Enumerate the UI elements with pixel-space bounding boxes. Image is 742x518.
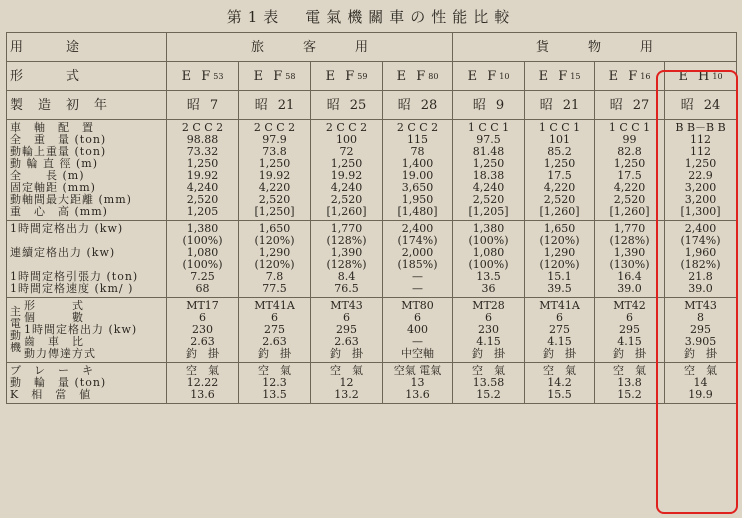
- spec-value: 空 氣: [258, 364, 291, 377]
- spec-value: 295: [336, 323, 357, 336]
- spec-label: 1時間定格引張力 (ton): [10, 270, 139, 283]
- spec-value: 99: [622, 133, 637, 146]
- spec-labels: [7, 120, 167, 221]
- spec-values: [525, 120, 595, 221]
- spec-value: 400: [407, 323, 428, 336]
- spec-value: [1,260]: [539, 205, 580, 218]
- model-prefix: E F: [538, 68, 571, 84]
- spec-value: 39.0: [688, 282, 713, 295]
- year-era: 昭: [539, 97, 553, 113]
- motor-side-label: 主: [10, 305, 22, 318]
- spec-value: 275: [549, 323, 571, 336]
- spec-value: —: [412, 270, 423, 283]
- spec-block-row: [7, 120, 737, 221]
- spec-value: 12.22: [186, 376, 219, 389]
- spec-value: 空 氣: [330, 364, 363, 377]
- spec-value: 3,200: [684, 181, 717, 194]
- spec-value: 空 氣: [543, 364, 577, 377]
- model-number: 10: [499, 71, 510, 81]
- spec-values: [383, 120, 453, 221]
- spec-label: 車 軸 配 置: [10, 121, 94, 134]
- spec-value: 1,960: [684, 246, 717, 259]
- spec-value: 2.63: [334, 335, 359, 348]
- spec-value: 空氣 電氣: [393, 364, 442, 377]
- spec-value: 2,520: [543, 193, 576, 206]
- spec-values: [239, 120, 311, 221]
- spec-value: 釣 掛: [613, 347, 647, 360]
- spec-label: 動軸間最大距離 (mm): [10, 193, 132, 206]
- spec-label: 固定軸距 (mm): [10, 181, 96, 194]
- spec-value: 2,520: [472, 193, 505, 206]
- year-cell: [311, 91, 383, 120]
- spec-value: 1,770: [613, 222, 646, 235]
- year-number: 24: [703, 97, 721, 113]
- spec-value: 2.63: [262, 335, 287, 348]
- spec-value: 4.15: [547, 335, 572, 348]
- spec-values: [167, 120, 239, 221]
- spec-values: [453, 120, 525, 221]
- spec-value: 4,240: [472, 181, 505, 194]
- spec-value: (130%): [609, 258, 650, 271]
- model-prefix: E H: [678, 68, 713, 84]
- spec-value: MT41A: [254, 299, 295, 312]
- year-era: 昭: [680, 97, 694, 113]
- spec-value: (120%): [254, 258, 295, 271]
- spec-value: [1,205]: [468, 205, 509, 218]
- year-number: 9: [495, 97, 505, 113]
- spec-value: 1,390: [330, 246, 363, 259]
- spec-value: 13.2: [334, 388, 359, 401]
- spec-value: 22.9: [688, 169, 713, 182]
- spec-value: 6: [414, 311, 421, 324]
- spec-values: [595, 221, 665, 298]
- spec-value: B B－B B: [675, 121, 726, 134]
- spec-value: 13.6: [190, 388, 215, 401]
- spec-label: ブ レ ー キ: [10, 364, 94, 377]
- year-number: 7: [209, 97, 219, 113]
- spec-values: [453, 298, 525, 363]
- spec-values: [525, 221, 595, 298]
- spec-value: 6: [626, 311, 634, 324]
- model-cell: [167, 62, 239, 91]
- spec-value: [1,480]: [397, 205, 438, 218]
- spec-value: 釣 掛: [472, 347, 506, 360]
- spec-value: 14: [693, 376, 708, 389]
- spec-block-row: [7, 298, 737, 363]
- year-era: 昭: [609, 97, 623, 113]
- spec-labels: [7, 363, 167, 404]
- spec-value: 13.5: [262, 388, 287, 401]
- spec-value: 100: [336, 133, 357, 146]
- spec-value: 釣 掛: [330, 347, 363, 360]
- spec-value: 釣 掛: [258, 347, 291, 360]
- spec-value: 39.0: [617, 282, 642, 295]
- model-number: 16: [640, 71, 651, 81]
- year-era: 昭: [254, 97, 268, 113]
- spec-value: 1 C C 1: [538, 121, 581, 134]
- spec-value: 1,290: [258, 246, 291, 259]
- spec-label: 形 式: [24, 299, 84, 312]
- model-prefix: E F: [253, 68, 286, 84]
- spec-value: 72: [339, 145, 354, 158]
- type-label: 形 式: [7, 62, 167, 91]
- year-cell: [167, 91, 239, 120]
- spec-value: 1,250: [330, 157, 363, 170]
- model-prefix: E F: [181, 68, 214, 84]
- model-prefix: E F: [608, 68, 641, 84]
- spec-value: 6: [485, 311, 493, 324]
- spec-value: MT41A: [539, 299, 580, 312]
- spec-label: 全 重 量 (ton): [10, 133, 107, 146]
- spec-value: 98.88: [186, 133, 219, 146]
- spec-values: [311, 221, 383, 298]
- spec-label: 個 數: [24, 311, 84, 324]
- spec-label: 連續定格出力 (kw): [10, 246, 116, 259]
- spec-label: 齒 車 比: [24, 335, 84, 348]
- spec-value: 19.92: [186, 169, 219, 182]
- spec-value: 2,520: [613, 193, 646, 206]
- spec-value: (100%): [182, 258, 223, 271]
- spec-value: 1,205: [186, 205, 219, 218]
- spec-value: 空 氣: [613, 364, 647, 377]
- spec-values: [595, 363, 665, 404]
- spec-value: MT17: [186, 299, 219, 312]
- spec-value: (120%): [539, 234, 580, 247]
- spec-block-row: [7, 221, 737, 298]
- spec-value: 1,080: [472, 246, 505, 259]
- spec-value: 275: [264, 323, 285, 336]
- year-era: 昭: [472, 97, 486, 113]
- spec-value: 2,520: [330, 193, 363, 206]
- year-era: 昭: [326, 97, 340, 113]
- year-number: 21: [277, 97, 295, 113]
- spec-values: [239, 298, 311, 363]
- highlight-box-eh10: [656, 70, 738, 514]
- spec-value: 97.9: [262, 133, 287, 146]
- spec-label: 1時間定格速度 (km/ ): [10, 282, 134, 295]
- spec-value: 2,520: [258, 193, 291, 206]
- spec-value: 1,380: [472, 222, 505, 235]
- spec-values: [167, 221, 239, 298]
- spec-values: [239, 221, 311, 298]
- spec-value: 8.4: [337, 270, 356, 283]
- model-prefix: E F: [396, 68, 429, 84]
- spec-value: MT80: [401, 299, 434, 312]
- spec-value: [1,300]: [680, 205, 721, 218]
- spec-values: [453, 221, 525, 298]
- motor-side-label: 動: [10, 329, 22, 342]
- spec-values: [311, 120, 383, 221]
- spec-value: 13.5: [476, 270, 501, 283]
- spec-value: [1,250]: [254, 205, 295, 218]
- spec-value: [1,260]: [609, 205, 650, 218]
- spec-value: (174%): [397, 234, 438, 247]
- spec-values: [167, 298, 239, 363]
- spec-value: 85.2: [547, 145, 572, 158]
- spec-value: 73.8: [262, 145, 287, 158]
- spec-values: [595, 120, 665, 221]
- spec-value: 空 氣: [186, 364, 219, 377]
- model-number: 53: [213, 71, 224, 81]
- spec-value: (120%): [254, 234, 295, 247]
- spec-value: MT42: [613, 299, 646, 312]
- spec-value: 295: [690, 323, 712, 336]
- spec-value: 18.38: [472, 169, 505, 182]
- spec-value: 1,390: [613, 246, 646, 259]
- spec-value: 2 C C 2: [396, 121, 439, 134]
- spec-value: 15.5: [547, 388, 572, 401]
- table-title: 第1表 電氣機關車の性能比較: [226, 8, 516, 26]
- spec-value: 97.5: [476, 133, 501, 146]
- usage-row: [7, 33, 737, 62]
- spec-value: 19.92: [330, 169, 363, 182]
- spec-value: 釣 掛: [543, 347, 577, 360]
- model-number: 80: [428, 71, 439, 81]
- spec-values: [167, 363, 239, 404]
- spec-label: 1時間定格出力 (kw): [10, 222, 124, 235]
- spec-value: (174%): [680, 234, 721, 247]
- spec-value: 釣 掛: [186, 347, 219, 360]
- spec-value: 15.1: [547, 270, 572, 283]
- spec-value: 82.8: [617, 145, 642, 158]
- spec-value: 39.5: [547, 282, 572, 295]
- spec-value: 6: [199, 311, 206, 324]
- spec-values: [525, 363, 595, 404]
- model-row: [7, 62, 737, 91]
- spec-value: 空 氣: [472, 364, 506, 377]
- spec-value: MT28: [472, 299, 505, 312]
- spec-value: —: [412, 335, 423, 348]
- spec-value: 7.8: [265, 270, 284, 283]
- spec-values: [239, 363, 311, 404]
- spec-value: 81.48: [472, 145, 505, 158]
- spec-value: (100%): [182, 234, 223, 247]
- spec-value: 4,240: [330, 181, 363, 194]
- spec-value: 101: [549, 133, 571, 146]
- spec-label: 1時間定格出力 (kw): [24, 323, 138, 336]
- spec-value: MT43: [330, 299, 363, 312]
- year-number: 27: [632, 97, 650, 113]
- model-prefix: E F: [325, 68, 358, 84]
- spec-value: 8: [697, 311, 705, 324]
- spec-values: [595, 298, 665, 363]
- spec-value: 15.2: [476, 388, 501, 401]
- spec-value: 3,650: [401, 181, 434, 194]
- spec-value: 15.2: [617, 388, 642, 401]
- spec-value: 2 C C 2: [253, 121, 296, 134]
- spec-value: 1,250: [258, 157, 291, 170]
- spec-value: 295: [619, 323, 641, 336]
- performance-table: [6, 32, 737, 404]
- spec-value: 1,290: [543, 246, 576, 259]
- spec-value: [1,260]: [326, 205, 367, 218]
- spec-value: 17.5: [617, 169, 642, 182]
- model-prefix: E F: [467, 68, 500, 84]
- spec-value: 4.15: [476, 335, 501, 348]
- spec-value: 1,650: [258, 222, 291, 235]
- spec-values: [383, 298, 453, 363]
- spec-value: 230: [478, 323, 500, 336]
- spec-value: 115: [407, 133, 428, 146]
- model-cell: [239, 62, 311, 91]
- spec-value: 19.00: [401, 169, 434, 182]
- spec-value: 1 C C 1: [467, 121, 510, 134]
- spec-value: 12: [339, 376, 354, 389]
- spec-labels: [7, 298, 167, 363]
- spec-value: 112: [690, 133, 712, 146]
- spec-value: (128%): [326, 258, 367, 271]
- spec-value: 13.8: [617, 376, 642, 389]
- spec-value: 2 C C 2: [325, 121, 368, 134]
- spec-values: [311, 298, 383, 363]
- year-number: 21: [562, 97, 580, 113]
- spec-label: 動力傳達方式: [24, 347, 96, 360]
- year-cell: [383, 91, 453, 120]
- spec-value: 16.4: [617, 270, 642, 283]
- spec-value: 19.9: [688, 388, 713, 401]
- spec-value: 1,400: [401, 157, 434, 170]
- spec-value: (100%): [468, 234, 509, 247]
- spec-value: (185%): [397, 258, 438, 271]
- spec-label: 重 心 高 (mm): [10, 205, 108, 218]
- spec-value: 1,770: [330, 222, 363, 235]
- spec-value: 4,220: [613, 181, 646, 194]
- spec-value: 36: [481, 282, 496, 295]
- model-cell: [595, 62, 665, 91]
- spec-value: 230: [192, 323, 213, 336]
- spec-value: 空 氣: [684, 364, 718, 377]
- spec-value: 73.32: [186, 145, 219, 158]
- spec-value: —: [412, 282, 423, 295]
- model-number: 59: [357, 71, 368, 81]
- spec-values: [383, 221, 453, 298]
- spec-value: 14.2: [547, 376, 572, 389]
- spec-values: [383, 363, 453, 404]
- spec-label: K 相 當 値: [10, 388, 92, 401]
- spec-value: (182%): [680, 258, 721, 271]
- spec-value: 4,220: [258, 181, 291, 194]
- usage-label: 用 途: [7, 33, 167, 62]
- spec-value: 4.15: [617, 335, 642, 348]
- spec-label: 動 輪 直 徑 (m): [10, 157, 98, 170]
- spec-label: 全 長 (m): [10, 169, 85, 182]
- year-number: 28: [420, 97, 438, 113]
- spec-value: 2,520: [186, 193, 219, 206]
- spec-value: 4,240: [186, 181, 219, 194]
- spec-value: 2,400: [684, 222, 717, 235]
- model-cell: [383, 62, 453, 91]
- year-era: 昭: [186, 97, 200, 113]
- spec-labels: [7, 221, 167, 298]
- year-cell: [595, 91, 665, 120]
- spec-label: 動 輪 量 (ton): [10, 376, 107, 389]
- spec-value: 2,400: [401, 222, 434, 235]
- spec-value: 76.5: [334, 282, 359, 295]
- spec-label: 動輪上重量 (ton): [10, 145, 107, 158]
- year-era: 昭: [397, 97, 411, 113]
- spec-value: 77.5: [262, 282, 287, 295]
- usage-freight: 貨 物 用: [453, 33, 737, 62]
- spec-value: 2 C C 2: [181, 121, 224, 134]
- spec-value: 1,380: [186, 222, 219, 235]
- year-number: 25: [349, 97, 367, 113]
- spec-value: 6: [556, 311, 564, 324]
- spec-value: 1,650: [543, 222, 576, 235]
- model-cell: [311, 62, 383, 91]
- motor-side-label: 機: [10, 341, 22, 354]
- spec-value: 21.8: [688, 270, 713, 283]
- spec-value: 17.5: [547, 169, 572, 182]
- model-cell: [453, 62, 525, 91]
- spec-value: 6: [271, 311, 278, 324]
- spec-value: 13.58: [472, 376, 505, 389]
- motor-side-label: 電: [10, 317, 22, 330]
- spec-value: (100%): [468, 258, 509, 271]
- spec-value: 1,950: [401, 193, 434, 206]
- spec-value: 13: [410, 376, 425, 389]
- spec-value: 1,250: [613, 157, 646, 170]
- year-cell: [525, 91, 595, 120]
- spec-value: 釣 掛: [684, 347, 718, 360]
- model-number: 10: [712, 71, 723, 81]
- model-cell: [525, 62, 595, 91]
- spec-value: (128%): [326, 234, 367, 247]
- spec-value: (128%): [609, 234, 650, 247]
- year-cell: [239, 91, 311, 120]
- spec-value: 19.92: [258, 169, 291, 182]
- model-number: 15: [570, 71, 581, 81]
- spec-value: 78: [410, 145, 425, 158]
- spec-value: 112: [690, 145, 712, 158]
- usage-passenger: 旅 客 用: [167, 33, 453, 62]
- year-label: 製 造 初 年: [7, 91, 167, 120]
- spec-values: [525, 298, 595, 363]
- spec-value: 1,250: [472, 157, 505, 170]
- spec-value: 2.63: [190, 335, 215, 348]
- year-cell: [453, 91, 525, 120]
- year-row: [7, 91, 737, 120]
- spec-values: [311, 363, 383, 404]
- spec-value: 1 C C 1: [608, 121, 651, 134]
- spec-value: 12.3: [262, 376, 287, 389]
- spec-value: (120%): [539, 258, 580, 271]
- spec-value: 1,250: [543, 157, 576, 170]
- spec-value: 3.905: [684, 335, 717, 348]
- spec-value: 6: [343, 311, 350, 324]
- spec-value: 3,200: [684, 193, 717, 206]
- spec-value: 1,250: [684, 157, 717, 170]
- spec-value: 1,080: [186, 246, 219, 259]
- spec-value: 2,000: [401, 246, 434, 259]
- spec-value: 68: [195, 282, 210, 295]
- model-number: 58: [285, 71, 296, 81]
- spec-value: 1,250: [186, 157, 219, 170]
- spec-value: MT43: [684, 299, 717, 312]
- spec-value: 13.6: [405, 388, 430, 401]
- spec-value: 4,220: [543, 181, 576, 194]
- spec-value: 中空軸: [401, 347, 434, 360]
- spec-value: 7.25: [190, 270, 215, 283]
- spec-values: [453, 363, 525, 404]
- spec-block-row: [7, 363, 737, 404]
